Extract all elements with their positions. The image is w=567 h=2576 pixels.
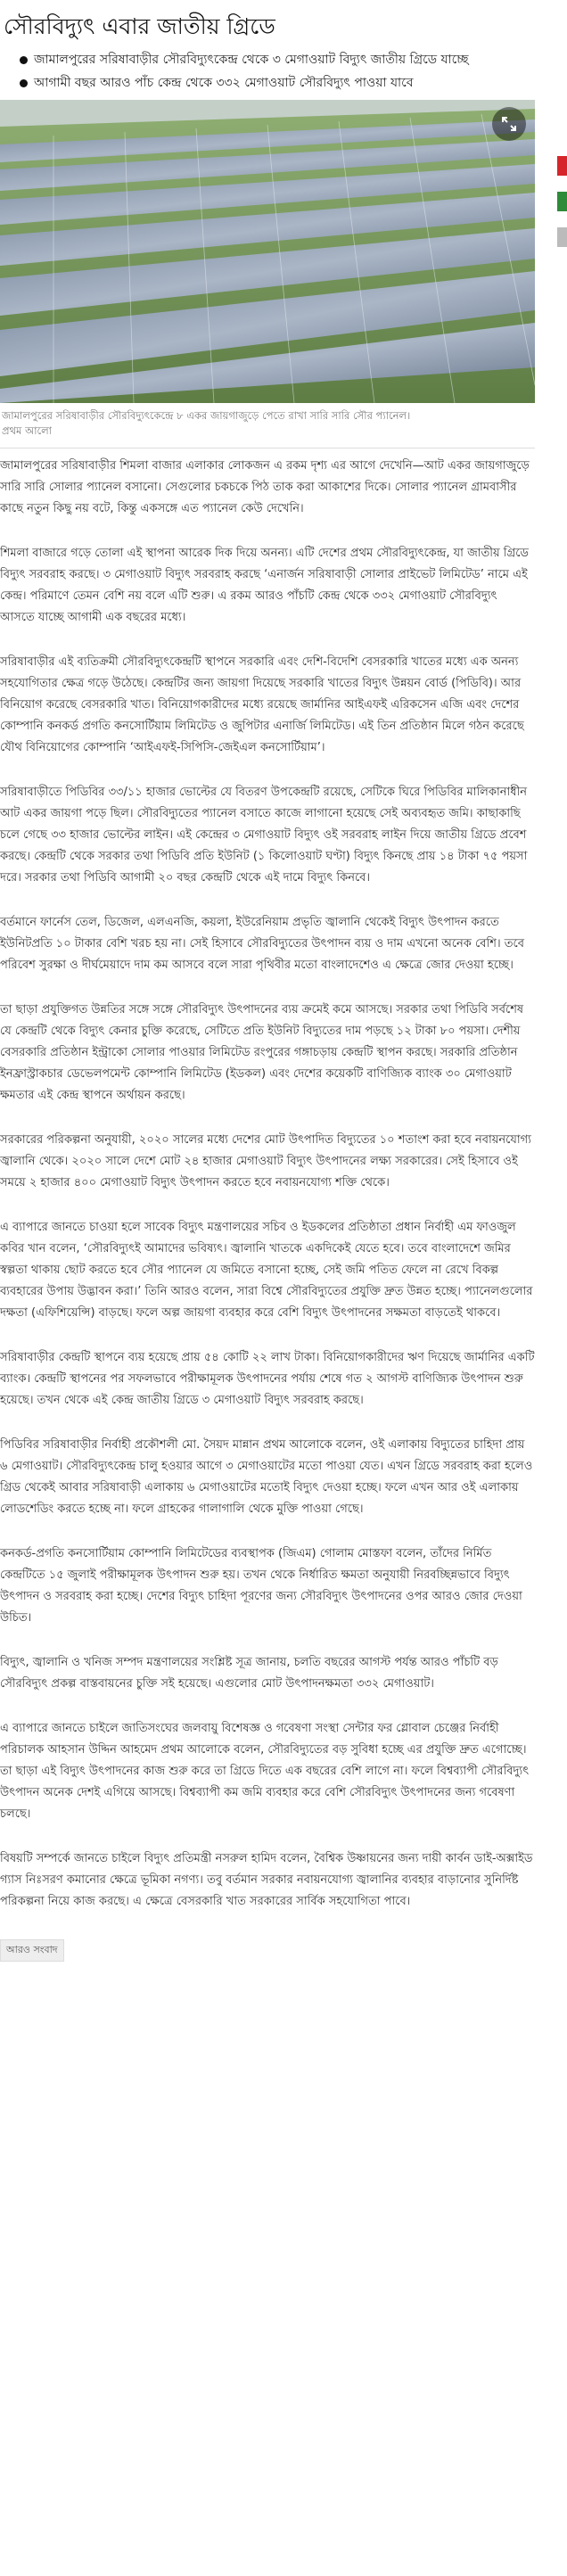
highlights-list xyxy=(0,50,567,93)
expand-arrows-icon[interactable] xyxy=(492,107,526,141)
article-paragraph: বিষয়টি সম্পর্কে জানতে চাইলে বিদ্যুৎ প্রতিমন্ত্রী নসরুল হামিদ বলেন, বৈশ্বিক উষ্ণায়নের জন্য দায়ী কার্বন ডাই-অক্সাইড গ্যাস নিঃসরণ কমানোর ক্ষেত্রে ভূমিকা নগণ্য। তবু বর্তমান সরকার নবায়নযোগ্য জ্বালানির ব্যবহার বাড়ানোর সুনির্দিষ্ট পরিকল্পনা নিয়ে কাজ করছে। এ ক্ষেত্রে বেসরকারি খাত সরকারের সার্বিক সহযোগিতা পাবে। xyxy=(0,1852,533,1908)
highlight-item: আগামী বছর আরও পাঁচ কেন্দ্র থেকে ৩৩২ মেগাওয়াট সৌরবিদ্যুৎ পাওয়া যাবে xyxy=(21,73,567,93)
caption-text: জামালপুরের সরিষাবাড়ীর সৌরবিদ্যুৎকেন্দ্রে ৮ একর জায়গাজুড়ে পেতে রাখা সারি সারি সৌর প্যানেল। xyxy=(2,409,411,422)
headline: সৌরবিদ্যুৎ এবার জাতীয় গ্রিডে xyxy=(4,13,275,39)
article-paragraph: তা ছাড়া প্রযুক্তিগত উন্নতির সঙ্গে সঙ্গে সৌরবিদ্যুৎ উৎপাদনের ব্যয় ক্রমেই কমে আসছে। সরকার তথা পিডিবি সর্বশেষ যে কেন্দ্রটি থেকে বিদ্যুৎ কেনার চুক্তি করেছে, সেটিতে প্রতি ইউনিট বিদ্যুতের দাম পড়ছে ১২ টাকা ৮০ পয়সা। দেশীয় বেসরকারি প্রতিষ্ঠান ইন্ট্রাকো সোলার পাওয়ার লিমিটেড রংপুরের গঙ্গাচড়ায় কেন্দ্রটি স্থাপন করছে। সরকারি প্রতিষ্ঠান ইনফ্রাস্ট্রাকচার ডেভেলপমেন্ট কোম্পানি লিমিটেড (ইডকল) এবং দেশের কয়েকটি বাণিজ্যিক ব্যাংক ৩০ মেগাওয়াট ক্ষমতার এই কেন্দ্র স্থাপনে অর্থায়ন করছে। xyxy=(0,1003,524,1102)
article-paragraph: বর্তমানে ফার্নেস তেল, ডিজেল, এলএনজি, কয়লা, ইউরেনিয়াম প্রভৃতি জ্বালানি থেকেই বিদ্যুৎ উৎপাদন করতে ইউনিটপ্রতি ১০ টাকার বেশি খরচ হয় না। সেই হিসাবে সৌরবিদ্যুতের উৎপাদন ব্যয় ও দাম এখনো অনেক বেশি। তবে পরিবেশ সুরক্ষা ও দীর্ঘমেয়াদে দাম কম আসবে বলে সারা পৃথিবীর মতো বাংলাদেশেও এ ক্ষেত্রে জোর দেওয়া হচ্ছে। xyxy=(0,916,524,972)
highlight-item: জামালপুরের সরিষাবাড়ীর সৌরবিদ্যুৎকেন্দ্র থেকে ৩ মেগাওয়াট বিদ্যুৎ জাতীয় গ্রিডে যাচ্ছে xyxy=(21,50,567,70)
article-paragraph: কনকর্ড-প্রগতি কনসোর্টিয়াম কোম্পানি লিমিটেডের ব্যবস্থাপক (জিএম) গোলাম মোস্তফা বলেন, তাঁদের নির্মিত কেন্দ্রটিতে ১৫ জুলাই পরীক্ষামূলক উৎপাদন শুরু হয়। তখন থেকে নির্ধারিত ক্ষমতা অনুযায়ী নিরবচ্ছিন্নভাবে বিদ্যুৎ উৎপাদন ও সরবরাহ করা হচ্ছে। দেশের বিদ্যুৎ চাহিদা পূরণের জন্য সৌরবিদ্যুৎ উৎপাদনের ওপর আরও জোর দেওয়া উচিত। xyxy=(0,1547,522,1625)
sidebar-mark-green xyxy=(557,192,567,211)
source-tag[interactable]: আরও সংবাদ xyxy=(0,1939,64,1962)
sidebar-mark-grey xyxy=(557,227,567,247)
article-paragraph: সরিষাবাড়ীতে পিডিবির ৩৩/১১ হাজার ভোল্টের যে বিতরণ উপকেন্দ্রটি রয়েছে, সেটিকে ঘিরে পিডিবির মালিকানাধীন আট একর জায়গা পড়ে ছিল। সৌরবিদ্যুতের প্যানেল বসাতে কাজে লাগানো হয়েছে সেই অব্যবহৃত জমি। কাছাকাছি চলে গেছে ৩৩ হাজার ভোল্টের লাইন। এই কেন্দ্রের ৩ মেগাওয়াট বিদ্যুৎ ওই সরবরাহ লাইন দিয়ে জাতীয় গ্রিডে প্রবেশ করছে। কেন্দ্রটি থেকে সরকার তথা পিডিবি প্রতি ইউনিট (১ কিলোওয়াট ঘণ্টা) বিদ্যুৎ কিনছে প্রায় ১৪ টাকা ৭৫ পয়সা দরে। সরকার তথা পিডিবি আগামী ২০ বছর কেন্দ্রটি থেকে এই দামে বিদ্যুৎ কিনবে। xyxy=(0,786,528,885)
hero-photo[interactable] xyxy=(0,100,535,403)
article-paragraph: পিডিবির সরিষাবাড়ীর নির্বাহী প্রকৌশলী মো. সৈয়দ মান্নান প্রথম আলোকে বলেন, ওই এলাকায় বিদ্যুতের চাহিদা প্রায় ৬ মেগাওয়াট। সৌরবিদ্যুৎকেন্দ্র চালু হওয়ার আগে ৩ মেগাওয়াটের মতো পাওয়া যেত। এখন গ্রিডে সরবরাহ করা হলেও গ্রিড থেকেই আবার সরিষাবাড়ী এলাকায় ৬ মেগাওয়াটের মতোই বিদ্যুৎ দেওয়া হচ্ছে। ফলে এখন আর ওই এলাকায় লোডশেডিং করতে হচ্ছে না। ফলে গ্রাহকের গালাগালি থেকে মুক্তি পাওয়া গেছে। xyxy=(0,1438,533,1516)
article-body xyxy=(0,449,535,1962)
solar-panels-photo xyxy=(0,100,535,403)
article-paragraph: সরিষাবাড়ীর কেন্দ্রটি স্থাপনে ব্যয় হয়েছে প্রায় ৫৪ কোটি ২২ লাখ টাকা। বিনিয়োগকারীদের ঋণ দিয়েছে জার্মানির একটি ব্যাংক। কেন্দ্রটি স্থাপনের পর সফলভাবে পরীক্ষামূলক উৎপাদনের পর্যায় শেষে গত ২ আগস্ট বাণিজ্যিক উৎপাদন শুরু হয়েছে। তখন থেকে এই কেন্দ্র জাতীয় গ্রিডে ৩ মেগাওয়াট বিদ্যুৎ সরবরাহ করছে। xyxy=(0,1351,535,1407)
article-paragraph: এ ব্যাপারে জানতে চাইলে জাতিসংঘের জলবায়ু বিশেষজ্ঞ ও গবেষণা সংস্থা সেন্টার ফর গ্লোবাল চেঞ্জের নির্বাহী পরিচালক আহসান উদ্দিন আহমেদ প্রথম আলোকে বলেন, সৌরবিদ্যুতের বড় সুবিধা হচ্ছে এর প্রযুক্তি দ্রুত এগোচ্ছে। তা ছাড়া এই বিদ্যুৎ উৎপাদনের কাজ শুরু করে তা গ্রিডে দিতে এক বছরের বেশি লাগে না। ফলে বিশ্বব্যাপী সৌরবিদ্যুৎ উৎপাদন অনেক দেশই এগিয়ে আসছে। বিশ্বব্যাপী কম জমি ব্যবহার করে বেশি সৌরবিদ্যুৎ উৎপাদনের জন্য গবেষণা চলছে। xyxy=(0,1722,530,1821)
article-paragraph: জামালপুরের সরিষাবাড়ীর শিমলা বাজার এলাকার লোকজন এ রকম দৃশ্য এর আগে দেখেনি—আট একর জায়গাজুড়ে সারি সারি সোলার প্যানেল বসানো। সেগুলোর চকচকে পিঠ তাক করা আকাশের দিকে। সোলার প্যানেল গ্রামবাসীর কাছে নতুন কিছু নয় বটে, কিন্তু একসঙ্গে এত প্যানেল কেউ দেখেনি। xyxy=(0,459,530,515)
side-color-strip xyxy=(557,156,567,263)
sidebar-mark-red xyxy=(557,156,567,176)
article-paragraph: বিদ্যুৎ, জ্বালানি ও খনিজ সম্পদ মন্ত্রণালয়ের সংশ্লিষ্ট সূত্র জানায়, চলতি বছরের আগস্ট পর্যন্ত আরও পাঁচটি বড় সৌরবিদ্যুৎ প্রকল্প বাস্তবায়নের চুক্তি সই হয়েছে। এগুলোর মোট উৎপাদনক্ষমতা ৩৩২ মেগাওয়াট। xyxy=(0,1656,498,1691)
article-paragraph: সরিষাবাড়ীর এই ব্যতিক্রমী সৌরবিদ্যুৎকেন্দ্রটি স্থাপনে সরকারি এবং দেশি-বিদেশি বেসরকারি খাতের মধ্যে এক অনন্য সহযোগিতার ক্ষেত্র গড়ে উঠেছে। কেন্দ্রটির জন্য জায়গা দিয়েছে সরকারি খাতের বিদ্যুৎ উন্নয়ন বোর্ড (পিডিবি)। আর বিনিয়োগ করেছে বেসরকারি খাত। বিনিয়োগকারীদের মধ্যে রয়েছে জার্মানির আইএফই এরিকসেন এজি এবং দেশের কোম্পানি কনকর্ড প্রগতি কনসোর্টিয়াম লিমিটেড ও জুপিটার এনার্জি লিমিটেড। এই তিন প্রতিষ্ঠান মিলে গঠন করেছে যৌথ বিনিয়োগের কোম্পানি ‘আইএফই-সিপিসি-জেইএল কনসোর্টিয়াম’। xyxy=(0,655,524,754)
photo-caption xyxy=(0,403,535,449)
article-paragraph: এ ব্যাপারে জানতে চাওয়া হলে সাবেক বিদ্যুৎ মন্ত্রণালয়ের সচিব ও ইডকলের প্রতিষ্ঠাতা প্রধান নির্বাহী এম ফাওজুল কবির খান বলেন, ‘সৌরবিদ্যুৎই আমাদের ভবিষ্যৎ। জ্বালানি খাতকে একদিকেই যেতে হবে। তবে বাংলাদেশে জমির স্বল্পতা থাকায় ছোট করতে হবে সৌর প্যানেল যে জমিতে বসানো হচ্ছে, সেই জমি পতিত ফেলে না রেখে বিকল্প ব্যবহারের উপায় উদ্ভাবন করা।’ তিনি আরও বলেন, সারা বিশ্বে সৌরবিদ্যুতের প্রযুক্তি দ্রুত উন্নত হচ্ছে। প্যানেলগুলোর দক্ষতা (এফিশিয়েন্সি) বাড়ছে। ফলে অল্প জায়গা ব্যবহার করে বেশি বিদ্যুৎ উৎপাদনের সক্ষমতা বাড়তেই থাকবে। xyxy=(0,1221,533,1320)
article-paragraph: শিমলা বাজারে গড়ে তোলা এই স্থাপনা আরেক দিক দিয়ে অনন্য। এটি দেশের প্রথম সৌরবিদ্যুৎকেন্দ্র, যা জাতীয় গ্রিডে বিদ্যুৎ সরবরাহ করছে। ৩ মেগাওয়াট বিদ্যুৎ সরবরাহ করছে ‘এনার্জন সরিষাবাড়ী সোলার প্রাইভেট লিমিটেড’ নামে এই কেন্দ্র। পরিমাণে তেমন বেশি নয় বলে এটি শুরু। এ রকম আরও পাঁচটি কেন্দ্র থেকে ৩৩২ মেগাওয়াট সৌরবিদ্যুৎ আসতে যাচ্ছে আগামী এক বছরের মধ্যে। xyxy=(0,547,529,624)
photo-credit: প্রথম আলো xyxy=(2,424,53,437)
article-paragraph: সরকারের পরিকল্পনা অনুযায়ী, ২০২০ সালের মধ্যে দেশের মোট উৎপাদিত বিদ্যুতের ১০ শতাংশ করা হবে নবায়নযোগ্য জ্বালানি থেকে। ২০২০ সালে দেশে মোট ২৪ হাজার মেগাওয়াট বিদ্যুৎ উৎপাদনের লক্ষ্য সরকারের। সেই হিসাবে ওই সময়ে ২ হাজার ৪০০ মেগাওয়াট বিদ্যুৎ উৎপাদন করতে হবে নবায়নযোগ্য শক্তি থেকে। xyxy=(0,1133,531,1189)
